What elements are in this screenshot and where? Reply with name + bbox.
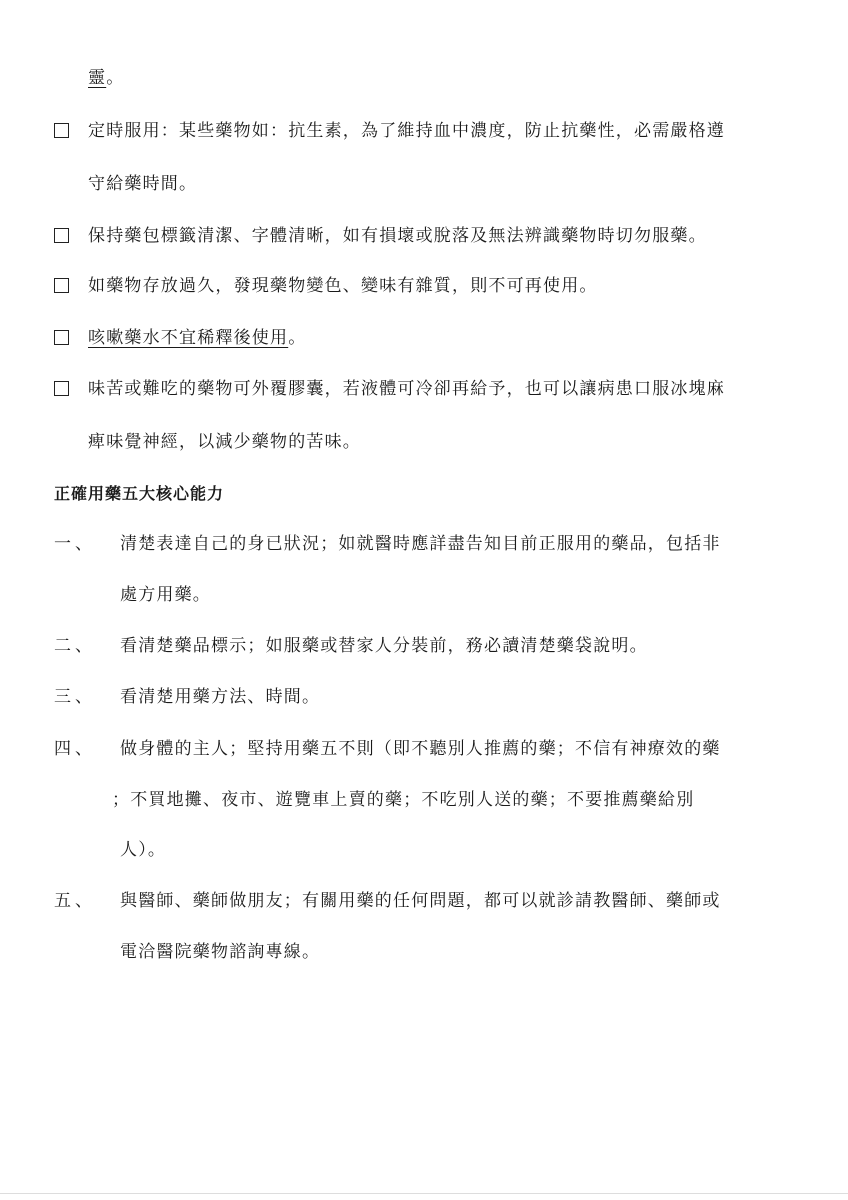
carry-over-text bbox=[88, 66, 124, 90]
tip-5-line-1: 味苦或難吃的藥物可外覆膠囊，若液體可冷卻再給予，也可以讓病患口服冰塊麻 bbox=[88, 379, 725, 399]
item-4-line-3: 人）。 bbox=[120, 840, 167, 860]
checkbox-tip-5[interactable] bbox=[54, 381, 69, 396]
tip-5-line-2: 痺味覺神經，以減少藥物的苦味。 bbox=[88, 432, 361, 452]
tip-4-line-1 bbox=[88, 326, 306, 350]
carry-over-underlined: 靈 bbox=[88, 68, 107, 88]
item-2-number: 二、 bbox=[54, 636, 96, 656]
item-5-line-1: 與醫師、藥師做朋友；有關用藥的任何問題，都可以就診請教醫師、藥師或 bbox=[120, 891, 721, 911]
item-5-number: 五、 bbox=[54, 891, 96, 911]
tip-1-line-1: 定時服用：某些藥物如：抗生素，為了維持血中濃度，防止抗藥性，必需嚴格遵 bbox=[88, 121, 725, 141]
checkbox-tip-2[interactable] bbox=[54, 228, 69, 243]
item-3-line-1: 看清楚用藥方法、時間。 bbox=[120, 687, 321, 707]
item-4-line-2: ；不買地攤、夜市、遊覽車上賣的藥；不吃別人送的藥；不要推薦藥給別 bbox=[112, 790, 695, 810]
tip-4-underlined: 咳嗽藥水不宜稀釋後使用 bbox=[88, 328, 289, 348]
checkbox-tip-4[interactable] bbox=[54, 330, 69, 345]
checkbox-tip-3[interactable] bbox=[54, 278, 69, 293]
checkbox-tip-1[interactable] bbox=[54, 123, 69, 138]
section-heading: 正確用藥五大核心能力 bbox=[54, 484, 225, 503]
page-bottom-edge bbox=[0, 1193, 848, 1194]
tip-3-line-1: 如藥物存放過久，發現藥物變色、變味有雜質，則不可再使用。 bbox=[88, 276, 598, 296]
item-4-number: 四、 bbox=[54, 739, 96, 759]
tip-4-end: 。 bbox=[288, 328, 307, 348]
item-1-line-2: 處方用藥。 bbox=[120, 585, 211, 605]
item-1-number: 一、 bbox=[54, 534, 96, 554]
item-1-line-1: 清楚表達自己的身已狀況；如就醫時應詳盡告知目前正服用的藥品，包括非 bbox=[120, 534, 721, 554]
carry-over-end: 。 bbox=[106, 68, 125, 88]
item-3-number: 三、 bbox=[54, 687, 96, 707]
tip-1-line-2: 守給藥時間。 bbox=[88, 174, 198, 194]
item-4-line-1: 做身體的主人；堅持用藥五不則（即不聽別人推薦的藥；不信有神療效的藥 bbox=[120, 739, 721, 759]
item-2-line-1: 看清楚藥品標示；如服藥或替家人分裝前，務必讀清楚藥袋說明。 bbox=[120, 636, 648, 656]
item-5-line-2: 電洽醫院藥物諮詢專線。 bbox=[120, 942, 321, 962]
tip-2-line-1: 保持藥包標籤清潔、字體清晰，如有損壞或脫落及無法辨識藥物時切勿服藥。 bbox=[88, 226, 707, 246]
